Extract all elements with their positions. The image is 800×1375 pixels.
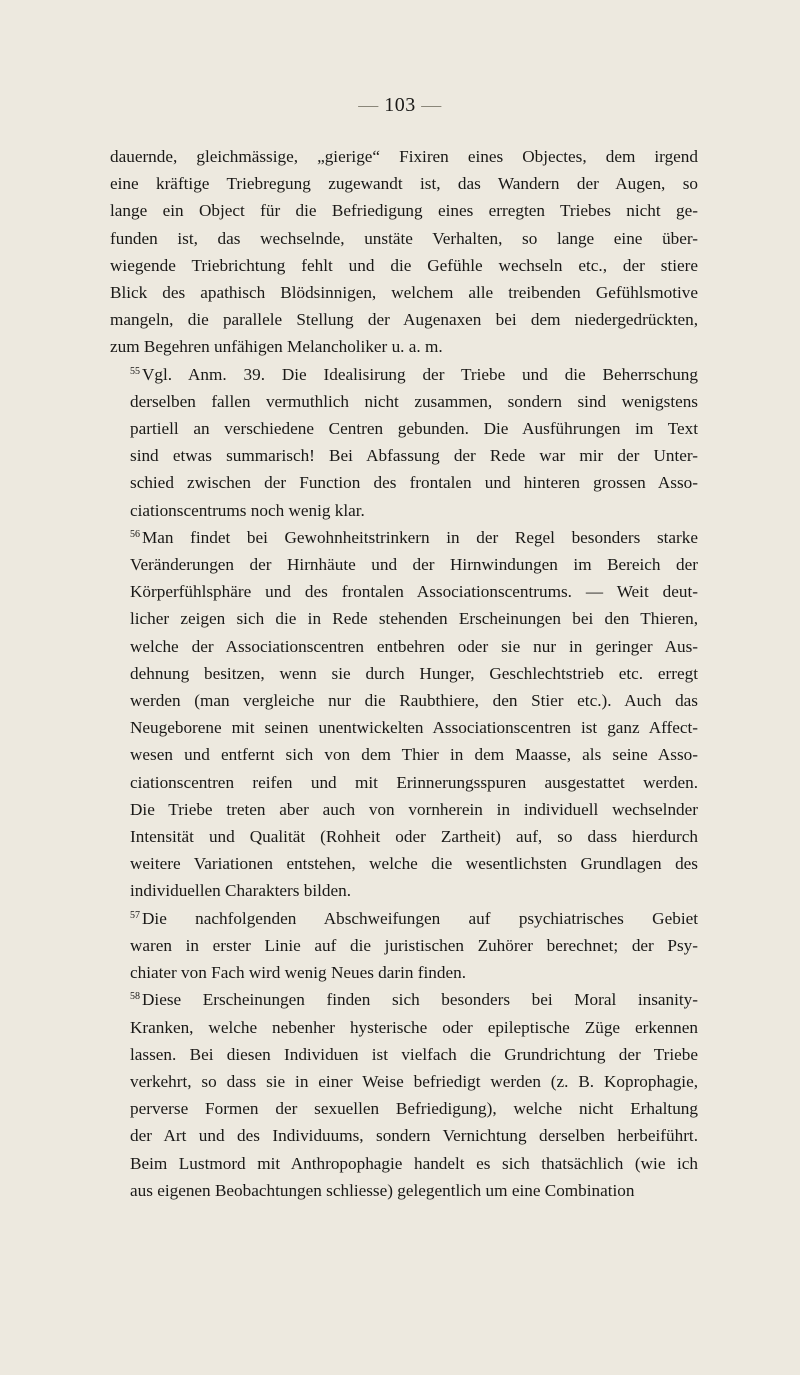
page-number: 103 [384,94,416,116]
line-text: wesen und entfernt sich von dem Thier in dem Maasse, als seine Asso- [130,745,698,765]
text-line [110,741,698,768]
line-text: dehnung besitzen, wenn sie durch Hunger, Geschlechtstrieb etc. erregt [130,663,698,683]
text-line [110,197,698,224]
line-text: sind etwas summarisch! Bei Abfassung der Rede war mir der Unter- [130,446,698,466]
line-text: Körperfühlsphäre und des frontalen Associationscentrums. — Weit deut- [130,582,698,602]
body-text [110,143,698,1204]
text-line [110,986,698,1013]
text-line [110,442,698,469]
text-line [110,143,698,170]
line-text: Vgl. Anm. 39. Die Idealisirung der Triebe und die Beherrschung [142,364,698,384]
line-text: wiegende Triebrichtung fehlt und die Gefühle wechseln etc., der stiere [110,255,698,275]
text-line [110,333,698,360]
line-text: aus eigenen Beobachtungen schliesse) gelegentlich um eine Combination [130,1180,635,1200]
text-line [110,714,698,741]
line-text: Veränderungen der Hirnhäute und der Hirnwindungen im Bereich der [130,555,698,575]
text-line [110,578,698,605]
line-text: Diese Erscheinungen finden sich besonders bei Moral insanity- [142,990,698,1010]
footnote-paragraph [110,361,698,524]
text-line [110,252,698,279]
text-line [110,823,698,850]
text-line [110,170,698,197]
line-text: welche der Associationscentren entbehren oder sie nur in geringer Aus- [130,636,698,656]
text-line [110,1068,698,1095]
line-text: verkehrt, so dass sie in einer Weise befriedigt werden (z. B. Koprophagie, [130,1071,698,1091]
line-text: Man findet bei Gewohnheitstrinkern in der Regel besonders starke [142,527,698,547]
line-text: ciationscentrums noch wenig klar. [130,500,365,520]
text-line [110,1177,698,1204]
text-line [110,796,698,823]
text-line [110,1095,698,1122]
line-text: licher zeigen sich die in Rede stehenden Erscheinungen bei den Thieren, [130,609,698,629]
text-line [110,225,698,252]
line-text: Beim Lustmord mit Anthropophagie handelt es sich thatsächlich (wie ich [130,1153,698,1173]
text-line [110,633,698,660]
line-text: funden ist, das wechselnde, unstäte Verhalten, so lange eine über- [110,228,698,248]
line-text: werden (man vergleiche nur die Raubthiere, den Stier etc.). Auch das [130,691,698,711]
line-text: Blick des apathisch Blödsinnigen, welchem alle treibenden Gefühlsmotive [110,283,698,303]
text-line [110,932,698,959]
line-text: Kranken, welche nebenher hysterische oder epileptische Züge erkennen [130,1017,698,1037]
line-text: Intensität und Qualität (Rohheit oder Zartheit) auf, so dass hierdurch [130,827,698,847]
footnote-marker: 55 [130,365,140,377]
text-line [110,905,698,932]
text-line [110,524,698,551]
footnote-paragraph [110,986,698,1204]
footnote-marker: 57 [130,909,140,921]
line-text: ciationscentren reifen und mit Erinnerungsspuren ausgestattet werden. [130,772,698,792]
line-text: waren in erster Linie auf die juristischen Zuhörer berechnet; der Psy- [130,935,698,955]
footnote-marker: 58 [130,991,140,1003]
line-text: eine kräftige Triebregung zugewandt ist, das Wandern der Augen, so [110,174,698,194]
line-text: Die nachfolgenden Abschweifungen auf psychiatrisches Gebiet [142,908,698,928]
line-text: perverse Formen der sexuellen Befriedigung), welche nicht Erhaltung [130,1099,698,1119]
line-text: lange ein Object für die Befriedigung eines erregten Triebes nicht ge- [110,201,698,221]
line-text: weitere Variationen entstehen, welche die wesentlichsten Grundlagen des [130,854,698,874]
text-line [110,469,698,496]
line-text: Die Triebe treten aber auch von vornherein in individuell wechselnder [130,799,698,819]
text-line [110,1122,698,1149]
footnote-marker: 56 [130,528,140,540]
line-text: mangeln, die parallele Stellung der Augenaxen bei dem niedergedrückten, [110,310,698,330]
text-line [110,605,698,632]
text-line [110,497,698,524]
text-line [110,1041,698,1068]
line-text: chiater von Fach wird wenig Neues darin finden. [130,963,467,983]
text-line [110,388,698,415]
text-line [110,769,698,796]
continuation-paragraph [110,143,698,361]
footnote-paragraph [110,524,698,905]
text-line [110,361,698,388]
text-line [110,551,698,578]
text-line [110,959,698,986]
line-text: dauernde, gleichmässige, „gierige“ Fixiren eines Objectes, dem irgend [110,147,698,166]
text-line [110,1014,698,1041]
text-line [110,279,698,306]
line-text: derselben fallen vermuthlich nicht zusammen, sondern sind wenigstens [130,391,698,411]
text-line [110,877,698,904]
text-line [110,1150,698,1177]
line-text: partiell an verschiedene Centren gebunden. Die Ausführungen im Text [130,419,698,439]
line-text: individuellen Charakters bilden. [130,881,351,901]
header-dash-right: — [421,94,442,116]
text-line [110,687,698,714]
line-text: zum Begehren unfähigen Melancholiker u. a. m. [110,337,443,357]
header-dash-left: — [358,94,379,116]
text-line [110,850,698,877]
page-header [0,94,800,117]
text-line [110,415,698,442]
line-text: lassen. Bei diesen Individuen ist vielfach die Grundrichtung der Triebe [130,1044,698,1064]
text-line [110,306,698,333]
line-text: der Art und des Individuums, sondern Vernichtung derselben herbeiführt. [130,1126,698,1146]
text-line [110,660,698,687]
line-text: Neugeborene mit seinen unentwickelten Associationscentren ist ganz Affect- [130,718,698,738]
footnote-paragraph [110,905,698,987]
line-text: schied zwischen der Function des frontalen und hinteren grossen Asso- [130,473,698,493]
